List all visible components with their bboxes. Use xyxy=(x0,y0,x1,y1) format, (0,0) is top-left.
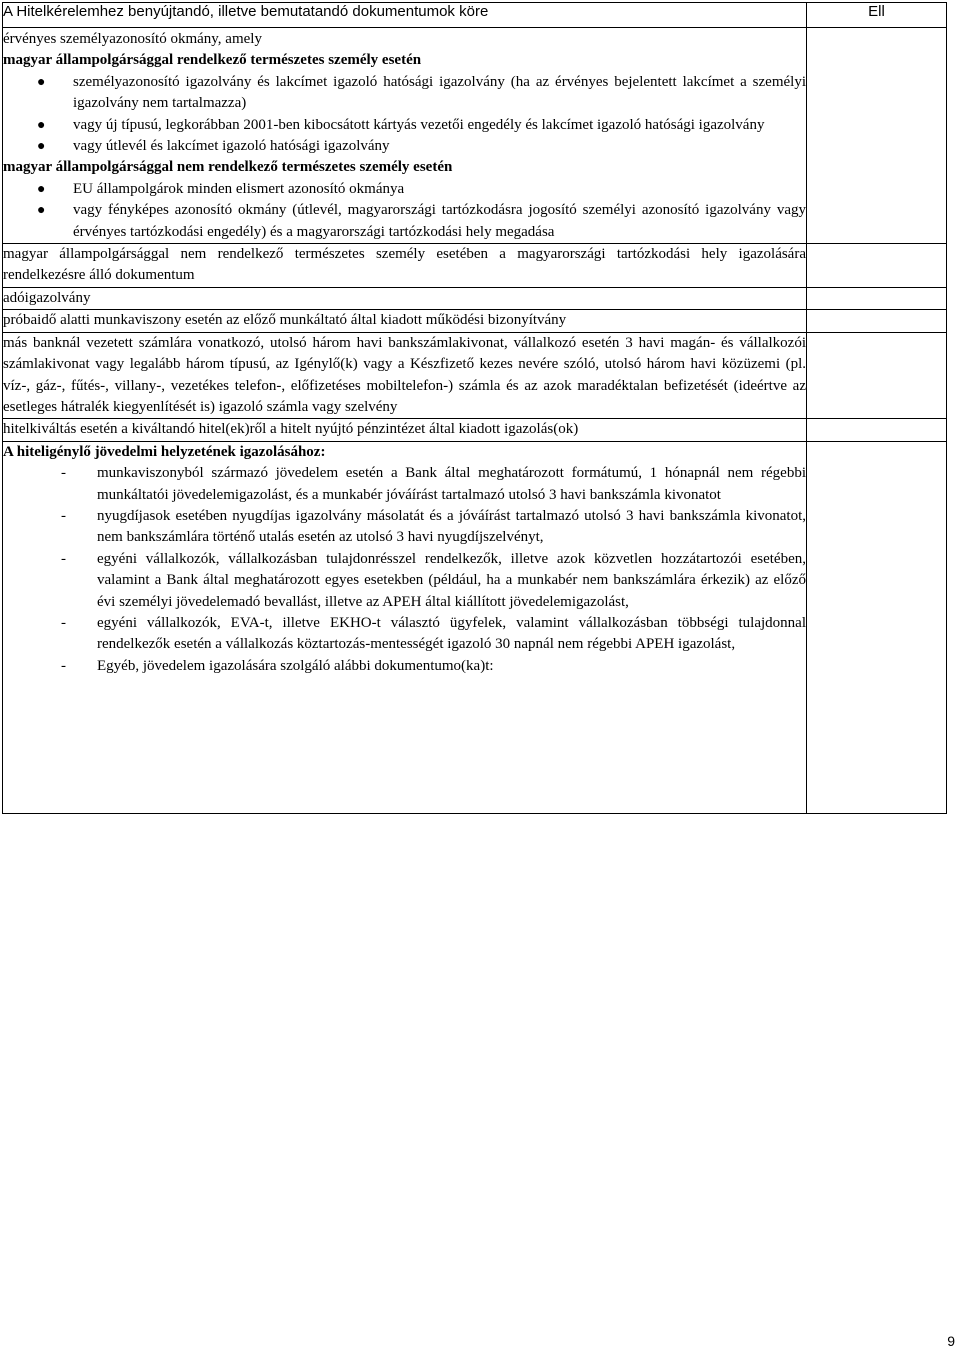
list-item: - egyéni vállalkozók, vállalkozásban tulajdonrésszel rendelkezők, illetve azok közvetlen hozzátartozói esetében, valamint a Bank által meghatározott egyes esetekben (például, ha a munkabér nem bankszámlára érkezik) az előző évi személyi jövedelemadó bevallást, illetve az APEH által kiállított jövedelemigazolást, xyxy=(61,550,806,610)
page-number: 9 xyxy=(947,1333,955,1349)
header-row xyxy=(3,3,947,28)
row-refinance-certificate: hitelkiváltás esetén a kiváltandó hitel(ek)ről a hitelt nyújtó pénzintézet által kiadott igazolás(ok) xyxy=(3,419,807,441)
table-row xyxy=(3,310,947,332)
check-cell xyxy=(807,28,947,244)
list-item: ● vagy útlevél és lakcímet igazoló hatósági igazolvány xyxy=(3,136,806,157)
foreign-citizen-heading: magyar állampolgársággal nem rendelkező természetes személy esetén xyxy=(3,159,453,176)
row-probation-certificate: próbaidő alatti munkaviszony esetén az előző munkáltató által kiadott működési bizonyítvány xyxy=(3,310,807,332)
row-bank-statements: más banknál vezetett számlára vonatkozó, utolsó három havi bankszámlakivonat, vállalkozó esetén 3 havi magán- és vállalkozói számlakivonat vagy legalább három típusú, az Igénylő(k) vagy a Készfizető kezes nevére szóló, utolsó három havi közüzemi (pl. víz-, gáz-, fűtés-, villany-, vezetékes telefon-, előfizetéses mobiltelefon-) számla és az azok maradéktalan befizetését (ideértve az esetleges hátralék kiegyenlítését is) igazoló számla vagy szelvény xyxy=(3,332,807,419)
list-item: - nyugdíjasok esetében nyugdíjas igazolvány másolatát és a jóváírást tartalmazó utolsó 3 havi bankszámla kivonatot, nem bankszámlára történő utalás esetén az utolsó 3 havi nyugdíjszelvényt, xyxy=(61,507,806,546)
list-item: - Egyéb, jövedelem igazolására szolgáló alábbi dokumentumo(ka)t: xyxy=(3,656,806,677)
list-item: ● vagy új típusú, legkorábban 2001-ben kibocsátott kártyás vezetői engedély és lakcímet igazoló hatósági igazolvány xyxy=(3,115,806,136)
check-cell xyxy=(807,441,947,813)
bullet-icon: ● xyxy=(37,139,46,155)
table-row xyxy=(3,332,947,419)
list-item: ● vagy fényképes azonosító okmány (útlevél, magyarországi tartózkodásra jogosító személyi azonosító igazolvány vagy érvényes tartózkodási engedély) és a magyarországi tartózkodási hely megadása xyxy=(37,202,806,240)
table-row xyxy=(3,244,947,288)
id-documents-row xyxy=(3,28,947,244)
dash-marker: - xyxy=(61,657,66,674)
check-cell xyxy=(807,419,947,441)
list-item: - munkaviszonyból származó jövedelem esetén a Bank által meghatározott formátumú, 1 hónapnál nem régebbi munkáltatói jövedelemigazolást, és a munkabér jóváírást tartalmazó utolsó 3 havi bankszámla kivonatot xyxy=(61,465,806,503)
id-intro: érvényes személyazonosító okmány, amely xyxy=(3,31,262,47)
table-row xyxy=(3,287,947,309)
dash-marker: - xyxy=(61,465,66,482)
dash-marker: - xyxy=(61,550,66,567)
row-residence-document: magyar állampolgársággal nem rendelkező természetes személy esetében a magyarországi tartózkodási hely igazolására rendelkezésre álló dokumentum xyxy=(3,244,807,288)
header-check-column: Ell xyxy=(807,3,947,28)
bullet-icon: ● xyxy=(37,74,46,90)
check-cell xyxy=(807,310,947,332)
list-item: ● EU állampolgárok minden elismert azonosító okmánya xyxy=(3,179,806,200)
row-tax-card: adóigazolvány xyxy=(3,287,807,309)
bullet-icon: ● xyxy=(37,203,46,219)
table-row xyxy=(3,419,947,441)
list-item: ● személyazonosító igazolvány és lakcímet igazoló hatósági igazolvány (ha az érvényes bejelentett lakcímet a személyi igazolvány nem tartalmazza) xyxy=(37,73,806,112)
bullet-icon: ● xyxy=(37,181,46,197)
hu-citizen-heading: magyar állampolgársággal rendelkező természetes személy esetén xyxy=(3,52,422,69)
document-checklist-table xyxy=(2,2,947,814)
id-documents-cell xyxy=(3,28,807,244)
dash-marker: - xyxy=(61,614,66,631)
income-heading: A hiteligénylő jövedelmi helyzetének igazolásához: xyxy=(3,443,326,460)
check-cell xyxy=(807,332,947,419)
dash-marker: - xyxy=(61,507,66,524)
check-cell xyxy=(807,244,947,288)
income-row xyxy=(3,441,947,813)
list-item: - egyéni vállalkozók, EVA-t, illetve EKHO-t választó ügyfelek, valamint vállalkozásban többségi tulajdonnal rendelkezők esetén a vállalkozás köztartozás-mentességét igazoló 30 napnál nem régebbi APEH igazolást, xyxy=(61,614,806,653)
income-cell xyxy=(3,441,807,813)
check-cell xyxy=(807,287,947,309)
header-title: A Hitelkérelemhez benyújtandó, illetve bemutatandó dokumentumok köre xyxy=(3,3,807,28)
bullet-icon: ● xyxy=(37,117,46,133)
